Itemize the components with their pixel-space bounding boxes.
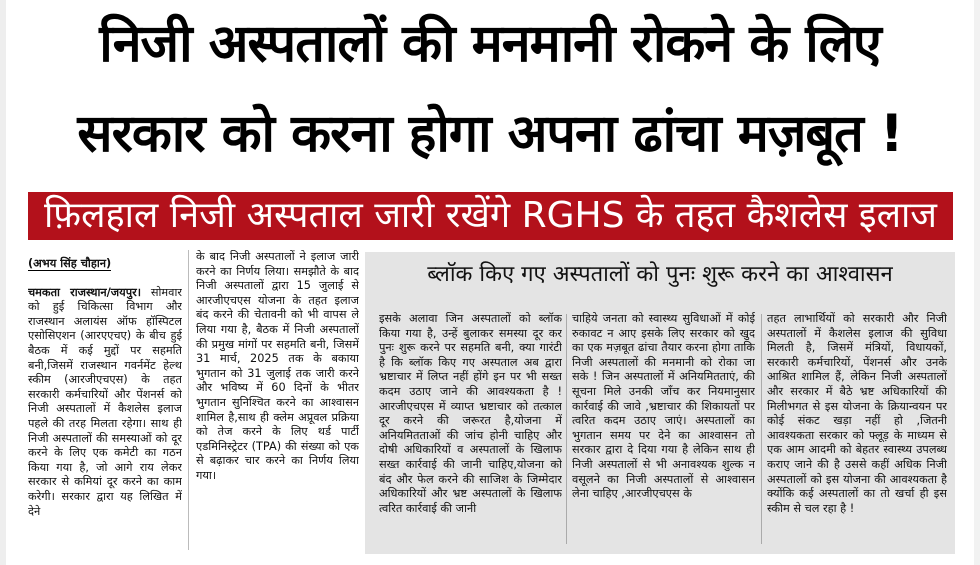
highlight-box bbox=[365, 252, 955, 554]
box-column-1-text: इसके अलावा जिन अस्पतालों को ब्लॉक किया गया है, उन्हें बुलाकर समस्या दूर कर पुनः शुरू करने पर सहमति बनी, क्या गारंटी है कि ब्लॉक किए गए अस्पताल अब द्वारा भ्रष्टाचार में लिप्त नहीं होंगे इन पर भी सख्त कदम उठाए जाने की आवश्यकता है ! आरजीएचएस में व्याप्त भ्रष्टाचार को तत्काल दूर करने की जरूरत है,योजना में अनियमितताओं की जांच होनी चाहिए और दोषी अधिकारियों व अस्पतालों के खिलाफ सख्त कार्रवाई की जानी चाहिए,योजना को बंद और फेल करने की साजिश के जिम्मेदार अधिकारियों और भ्रष्ट अस्पतालों के खिलाफ त्वरित कार्रवाई की जानी bbox=[379, 312, 562, 515]
article-column-1 bbox=[28, 255, 182, 555]
box-column-divider bbox=[566, 314, 567, 544]
box-column-3-text: तहत लाभार्थियों को सरकारी और निजी अस्पतालों में कैशलेस इलाज की सुविधा मिलती है, जिसमें मंत्रियों, विधायकों, सरकारी कर्मचारियों, पेंशनर्स और उनके आश्रित शामिल हैं, लेकिन निजी अस्पतालों और सरकार में बैठे भ्रष्ट अधिकारियों की मिलीभगत से इस योजना के क्रियान्वयन पर कोई संकट खड़ा नहीं हो ,जितनी आवश्यकता सरकार को फ्लूड़ के माध्यम से एक आम आदमी को बेहतर स्वास्थ्य उपलब्ध कराए जाने की है उससे कहीं अधिक निजी अस्पतालों को इस योजना की आवश्यकता है क्योंकि कई अस्पतालों का तो खर्चा ही इस स्कीम से चल रहा है ! bbox=[767, 312, 947, 515]
headline-line-2: सरकार को करना होगा अपना ढांचा मज़बूत ! bbox=[77, 104, 903, 164]
headline-line-1: निजी अस्पतालों की मनमानी रोकने के लिए bbox=[99, 14, 881, 74]
page-edge-left bbox=[0, 0, 6, 565]
box-subheading: ब्लॉक किए गए अस्पतालों को पुनः शुरू करने का आश्वासन bbox=[427, 262, 893, 287]
box-column-2-text: चाहिये जनता को स्वास्थ्य सुविधाओं में कोई रुकावट न आए इसके लिए सरकार को खुद का एक मज़बूत ढांचा तैयार करना होगा ताकि निजी अस्पतालों की मनमानी को रोका जा सके ! जिन अस्पतालों में अनियमितताएं, की सूचना मिले उनकी जाँच कर नियमानुसार कार्रवाई की जावे ,भ्रष्टाचार की शिकायतों पर त्वरित कदम उठाए जाएं। अस्पतालों का भुगतान समय पर देने का आश्वासन तो सरकार द्वारा दे दिया गया है लेकिन साथ ही निजी अस्पतालों से भी अनावश्यक शुल्क न वसूलने का निजी अस्पतालों से आश्वासन लेना चाहिए ,आरजीएचएस के bbox=[572, 312, 755, 501]
box-column-1 bbox=[379, 312, 562, 546]
box-column-3 bbox=[767, 312, 947, 546]
box-column-2 bbox=[572, 312, 755, 546]
column-2-text: के बाद निजी अस्पतालों ने इलाज जारी करने का निर्णय लिया। समझौते के बाद निजी अस्पतालों द्वारा 15 जुलाई से आरजीएचएस योजना के तहत इलाज बंद करने की चेतावनी को भी वापस ले लिया गया है, बैठक में निजी अस्पतालों की प्रमुख मांगों पर सहमति बनी, जिसमें 31 मार्च, 2025 तक के बकाया भुगतान को 31 जुलाई तक जारी करने और भविष्य में 60 दिनों के भीतर भुगतान सुनिश्चित करने का आश्वासन शामिल है,साथ ही क्लेम अप्रूवल प्रक्रिया को तेज करने के लिए थर्ड पार्टी एडमिनिस्ट्रेटर (TPA) की संख्या को एक से बढ़ाकर चार करने का निर्णय लिया गया। bbox=[196, 250, 359, 482]
byline: (अभय सिंह चौहान) bbox=[28, 257, 112, 270]
sub-headline-banner: फ़िलहाल निजी अस्पताल जारी रखेंगे RGHS के तहत कैशलेस इलाज bbox=[28, 192, 953, 240]
dateline: चमकता राजस्थान/जयपुर। bbox=[28, 285, 142, 299]
column-1-text: सोमवार को हुई चिकित्सा विभाग और राजस्थान अलायंस ऑफ हॉस्पिटल एसोसिएशन (आरएएचए) के बीच हुई बैठक में कई मुद्दों पर सहमति बनी,जिसमें राजस्थान गवर्नमेंट हेल्थ स्कीम (आरजीएचएस) के तहत सरकारी कर्मचारियों और पेंशनर्स को निजी अस्पतालों में कैशलेस इलाज पहले की तरह मिलता रहेगा। साथ ही निजी अस्पतालों की समस्याओं को दूर करने के लिए एक कमेटी का गठन किया गया है, जो आगे राय लेकर सरकार से कमियां दूर करने का काम करेगी। सरकार द्वारा यह लिखित में देने bbox=[28, 285, 182, 518]
box-column-divider bbox=[761, 314, 762, 544]
article-column-2 bbox=[196, 250, 359, 552]
page-edge-right bbox=[974, 0, 980, 565]
column-divider bbox=[188, 250, 189, 550]
